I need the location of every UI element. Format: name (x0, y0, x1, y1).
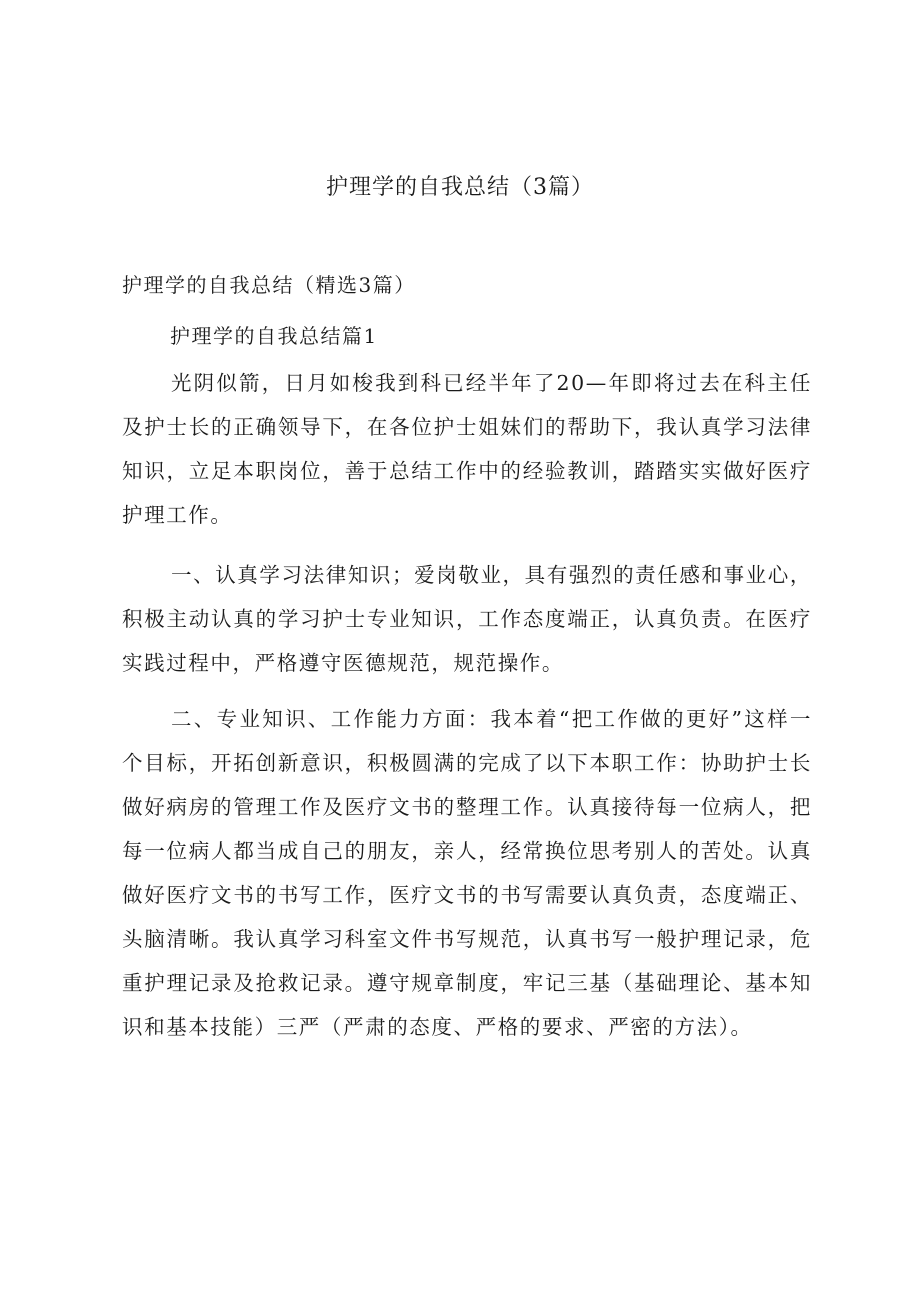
body-paragraph-professional-skills: 二、专业知识、工作能力方面：我本着“把工作做的更好”这样一个目标，开拓创新意识，积极圆满的完成了以下本职工作：协助护士长做好病房的管理工作及医疗文书的整理工作。认真接待每一位病人，把每一位病人都当成自己的朋友，亲人，经常换位思考别人的苦处。认真做好医疗文书的书写工作，医疗文书的书写需要认真负责，态度端正、头脑清晰。我认真学习科室文件书写规范，认真书写一般护理记录，危重护理记录及抢救记录。遵守规章制度，牢记三基（基础理论、基本知识和基本技能）三严（严肃的态度、严格的要求、严密的方法）。 (122, 707, 812, 1039)
document-subtitle: 护理学的自我总结（精选3篇） (122, 273, 416, 297)
document-title: 护理学的自我总结（3篇） (326, 175, 594, 200)
body-paragraph-intro: 光阴似箭，日月如梭我到科已经半年了20—年即将过去在科主任及护士长的正确领导下，在各位护士姐妹们的帮助下，我认真学习法律知识，立足本职岗位，善于总结工作中的经验教训，踏踏实实做好医疗护理工作。 (122, 371, 812, 527)
body-paragraph-legal-study: 一、认真学习法律知识；爱岗敬业，具有强烈的责任感和事业心，积极主动认真的学习护士专业知识，工作态度端正，认真负责。在医疗实践过程中，严格遵守医德规范，规范操作。 (122, 563, 812, 675)
section-heading: 护理学的自我总结篇1 (170, 324, 378, 348)
